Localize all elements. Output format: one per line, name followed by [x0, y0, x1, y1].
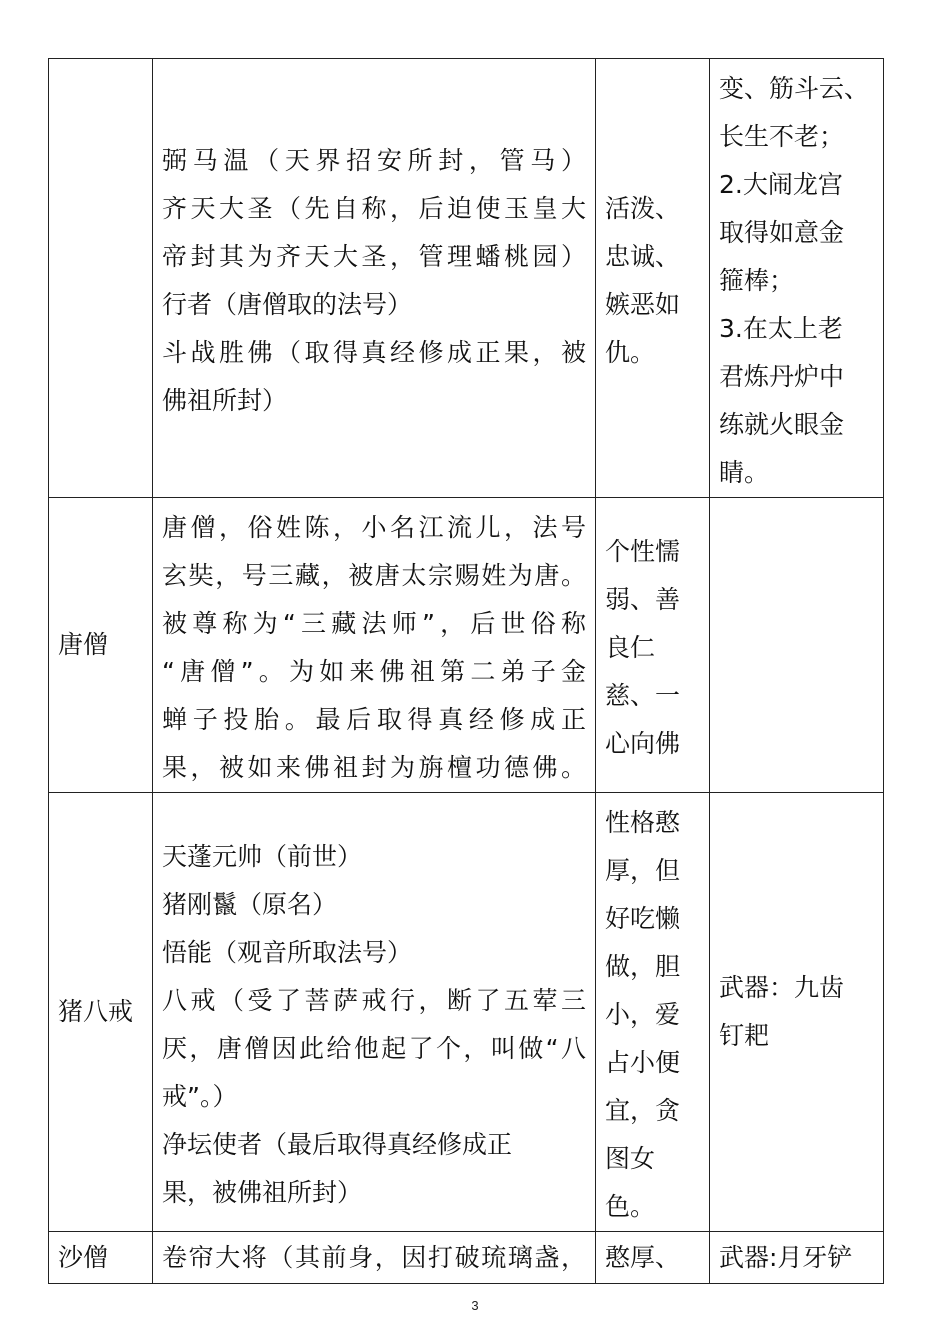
titles-cell — [153, 1232, 596, 1284]
titles-line: 帝封其为齐天大圣，管理蟠桃园） — [162, 242, 586, 271]
traits-line: 憨厚、 — [605, 1242, 681, 1272]
notes-line: 取得如意金 — [719, 218, 845, 247]
titles-line: 齐天大圣（先自称，后迫使玉皇大 — [162, 194, 586, 223]
titles-line: 悟能（观音所取法号） — [162, 938, 413, 967]
traits-cell — [596, 498, 710, 793]
notes-line: 武器：九齿 — [719, 973, 845, 1002]
traits-cell — [596, 1232, 710, 1284]
titles-cell — [153, 793, 596, 1232]
character-name-cell: 猪八戒 — [49, 793, 153, 1232]
traits-line: 图女 — [605, 1144, 656, 1173]
table-row — [49, 793, 884, 1232]
titles-line: 净坛使者（最后取得真经修成正 — [162, 1130, 513, 1159]
notes-line: 箍棒； — [719, 266, 795, 295]
traits-line: 宜，贪 — [605, 1096, 681, 1125]
titles-line: 佛祖所封） — [162, 386, 288, 415]
notes-line: 3.在太上老 — [719, 314, 843, 343]
titles-line: 行者（唐僧取的法号） — [162, 290, 413, 319]
traits-line: 占小便 — [605, 1048, 681, 1077]
page-number: 3 — [471, 1298, 479, 1313]
traits-line: 性格憨 — [605, 808, 681, 837]
titles-line: 唐僧，俗姓陈，小名江流儿，法号 — [162, 513, 586, 542]
notes-cell — [710, 793, 884, 1232]
titles-line: 斗战胜佛（取得真经修成正果，被 — [162, 338, 586, 367]
table-row — [49, 59, 884, 498]
character-name-cell: 唐僧 — [49, 498, 153, 793]
titles-cell — [153, 498, 596, 793]
table-row — [49, 498, 884, 793]
character-name-cell: 沙僧 — [49, 1232, 153, 1284]
notes-line: 君炼丹炉中 — [719, 362, 845, 391]
traits-line: 弱、善 — [605, 585, 681, 614]
titles-line: 果，被如来佛祖封为旃檀功德佛。 — [162, 753, 586, 782]
traits-line: 忠诚、 — [605, 242, 681, 271]
traits-line: 做，胆 — [605, 952, 681, 981]
titles-line: 厌，唐僧因此给他起了个，叫做“八 — [162, 1034, 586, 1063]
traits-line: 心向佛 — [605, 729, 681, 758]
traits-line: 嫉恶如 — [605, 290, 681, 319]
characters-table — [48, 58, 884, 1284]
table-row — [49, 1232, 884, 1284]
titles-line: 玄奘，号三藏，被唐太宗赐姓为唐。 — [162, 561, 586, 590]
notes-line: 武器:月牙铲 — [719, 1242, 853, 1272]
titles-line: 八戒（受了菩萨戒行，断了五荤三 — [162, 986, 586, 1015]
notes-cell — [710, 498, 884, 793]
traits-line: 良仁 — [605, 633, 656, 662]
titles-line: “唐僧”。为如来佛祖第二弟子金 — [162, 657, 586, 686]
traits-line: 个性懦 — [605, 537, 681, 566]
traits-line: 好吃懒 — [605, 904, 681, 933]
notes-line: 练就火眼金 — [719, 410, 845, 439]
notes-line: 睛。 — [719, 458, 770, 487]
character-name-cell — [49, 59, 153, 498]
titles-line: 猪刚鬣（原名） — [162, 890, 338, 919]
traits-line: 厚，但 — [605, 856, 681, 885]
titles-line: 被尊称为“三藏法师”，后世俗称 — [162, 609, 586, 638]
traits-line: 小，爱 — [605, 1000, 681, 1029]
notes-cell — [710, 59, 884, 498]
notes-line: 2.大闹龙宫 — [719, 170, 843, 199]
traits-line: 色。 — [605, 1192, 656, 1221]
traits-cell — [596, 59, 710, 498]
notes-line: 变、筋斗云、 — [719, 74, 870, 103]
notes-cell — [710, 1232, 884, 1284]
titles-line: 果，被佛祖所封） — [162, 1178, 363, 1207]
titles-line: 卷帘大将（其前身，因打破琉璃盏， — [162, 1242, 586, 1272]
traits-cell — [596, 793, 710, 1232]
notes-line: 长生不老； — [719, 122, 845, 151]
traits-line: 仇。 — [605, 338, 656, 367]
titles-cell — [153, 59, 596, 498]
titles-line: 戒”。） — [162, 1082, 238, 1111]
traits-line: 慈、一 — [605, 681, 681, 710]
traits-line: 活泼、 — [605, 194, 681, 223]
titles-line: 天蓬元帅（前世） — [162, 842, 363, 871]
titles-line: 弼马温（天界招安所封，管马） — [162, 146, 586, 175]
notes-line: 钉耙 — [719, 1021, 770, 1050]
titles-line: 蝉子投胎。最后取得真经修成正 — [162, 705, 586, 734]
